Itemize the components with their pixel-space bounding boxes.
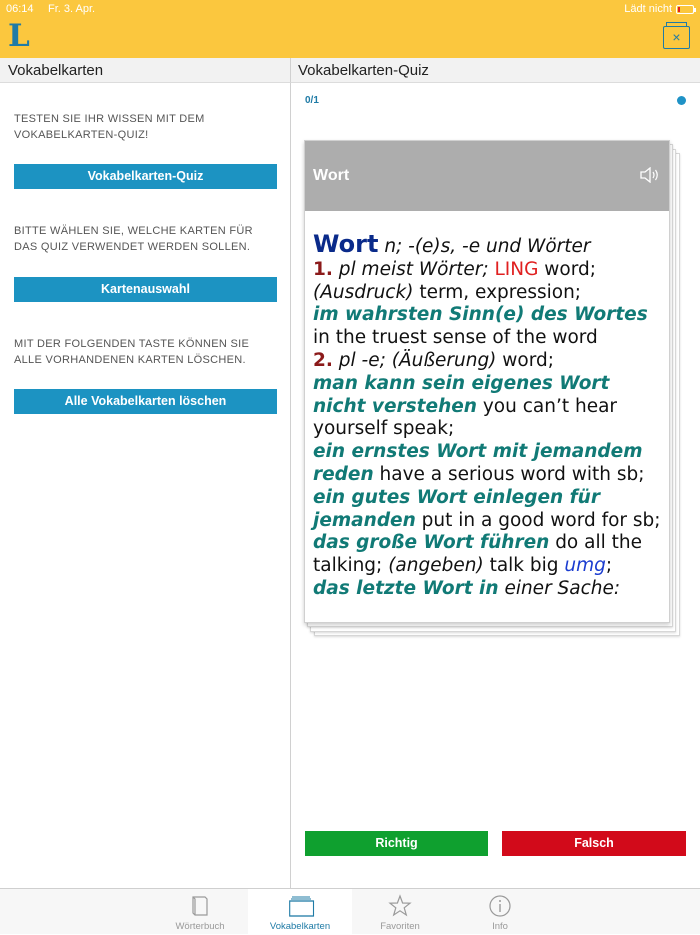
translation: word;	[502, 349, 555, 371]
headword: Wort	[313, 230, 379, 258]
translation: in the truest sense of the word	[313, 327, 598, 349]
status-charge: Lädt nicht	[624, 3, 672, 15]
quiz-button[interactable]: Vokabelkarten-Quiz	[14, 164, 277, 189]
plural-note: pl -e;	[338, 349, 386, 371]
translation: have a serious word with sb;	[379, 463, 645, 485]
wrong-button[interactable]: Falsch	[502, 831, 686, 856]
app-logo: L	[8, 18, 30, 54]
info-icon	[488, 894, 512, 918]
close-cards-button[interactable]	[663, 26, 690, 49]
tab-label: Vokabelkarten	[269, 921, 331, 932]
status-time: 06:14	[6, 3, 34, 15]
quiz-counter: 0/1	[305, 95, 319, 106]
translation: put in a good word for sb;	[421, 509, 661, 531]
phrase-continuation: einer Sache:	[504, 577, 621, 599]
dictionary-entry: Wort n; -(e)s, -e und Wörter 1. pl meist Wörter; LING word; (Ausdruck) term, expression; im wahrsten Sinn(e) des Wortes in the truest sense of the word 2. pl -e; (Äußerung) word; man kann sein eigenes Wort nicht verstehen you can’t hear yourself speak; ein ernstes Wort mit jemandem reden have a serious word with sb; ein gutes Wort einlegen für jemanden put in a good word for sb; das große Wort führen do all the talking; (angeben) talk big umg; das letzte Wort in einer Sache:	[313, 230, 661, 599]
delete-all-cards-button[interactable]: Alle Vokabelkarten löschen	[14, 389, 277, 414]
flashcard-word: Wort	[313, 167, 350, 184]
translation: do all the talking;	[313, 532, 642, 577]
tab-favorites[interactable]	[348, 889, 452, 935]
left-section-header: Vokabelkarten	[0, 58, 291, 83]
tab-label: Info	[492, 921, 508, 932]
phrase: man kann sein eigenes Wort nicht verstehen	[313, 372, 610, 417]
translation: you can’t hear yourself speak;	[313, 395, 618, 440]
tab-label: Favoriten	[380, 921, 420, 932]
sense-number: 2.	[313, 349, 333, 371]
right-section-header: Vokabelkarten-Quiz	[291, 58, 700, 83]
translation: talk big	[489, 555, 559, 577]
intro-text: TESTEN SIE IHR WISSEN MIT DEM VOKABELKARTEN-QUIZ!	[14, 113, 205, 141]
card-selection-button[interactable]: Kartenauswahl	[14, 277, 277, 302]
phrase: das große Wort führen	[313, 532, 550, 554]
flashcard[interactable]	[304, 140, 670, 623]
tab-dictionary[interactable]	[148, 889, 252, 935]
tab-label: Wörterbuch	[175, 921, 225, 932]
usage-note: (angeben)	[388, 555, 484, 577]
domain-label: LING	[494, 258, 539, 280]
translation: word;	[544, 258, 597, 280]
phrase: ein ernstes Wort mit jemandem reden	[313, 441, 643, 485]
grammar-info: n; -(e)s, -e und Wörter	[384, 236, 591, 257]
phrase: im wahrsten Sinn(e) des Wortes	[313, 304, 648, 326]
progress-dot	[677, 96, 686, 105]
cards-icon	[284, 894, 316, 918]
usage-note: (Ausdruck)	[313, 281, 414, 303]
phrase: das letzte Wort in	[313, 577, 499, 599]
phrase: ein gutes Wort einlegen für jemanden	[313, 486, 600, 531]
status-date: Fr. 3. Apr.	[48, 3, 96, 15]
usage-note: (Äußerung)	[391, 349, 497, 371]
tab-bar	[0, 888, 700, 934]
battery-icon	[676, 5, 694, 14]
speaker-icon[interactable]	[639, 167, 661, 183]
delete-text: MIT DER FOLGENDEN TASTE KÖNNEN SIE ALLE VORHANDENEN KARTEN LÖSCHEN.	[14, 338, 250, 366]
correct-button[interactable]: Richtig	[305, 831, 488, 856]
plural-note: pl meist Wörter;	[338, 258, 489, 280]
app-header	[0, 0, 700, 58]
register-label: umg	[564, 555, 606, 577]
flashcard-header	[305, 141, 670, 211]
translation: term, expression;	[419, 281, 582, 303]
book-icon	[188, 894, 212, 918]
tab-info[interactable]	[448, 889, 552, 935]
star-icon	[388, 894, 412, 918]
close-icon: ×	[672, 29, 681, 45]
tab-flashcards[interactable]	[248, 889, 352, 935]
select-text: BITTE WÄHLEN SIE, WELCHE KARTEN FÜR DAS QUIZ VERWENDET WERDEN SOLLEN.	[14, 225, 253, 253]
quiz-panel	[291, 83, 700, 888]
left-panel	[0, 83, 291, 888]
sense-number: 1.	[313, 258, 333, 280]
